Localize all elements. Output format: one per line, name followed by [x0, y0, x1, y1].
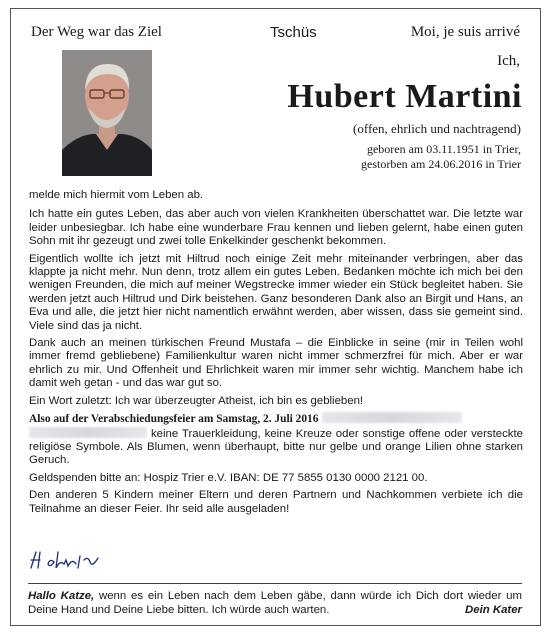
portrait-photo [62, 50, 152, 176]
intro-word: Ich, [497, 53, 520, 69]
paragraph-atheist: Ein Wort zuletzt: Ich war überzeugter Atheist, ich bin es geblieben! [29, 394, 364, 407]
life-dates [361, 142, 521, 171]
ceremony-details: keine Trauerkleidung, keine Kreuze oder sonstige offene oder versteckte religiöse Symbole. Als Blumen, wenn überhaupt, bitte nur gelbe und orange Lilien ohne starken Geruch. [29, 427, 523, 467]
paragraph-life: Ich hatte ein gutes Leben, das aber auch von vielen Krankheiten überschattet war. Die letzte war leider unbesiegbar. Ich habe eine wunderbare Frau kennen und lieben gelernt, habe einen guten Sohn mit ihr gezeugt und zwei tolle Enkelkinder geschenkt bekommen. [29, 208, 523, 248]
redacted-text [29, 427, 147, 438]
header-right: Moi, je suis arrivé [410, 24, 520, 40]
handwritten-signature [28, 548, 104, 572]
paragraph-ceremony [29, 412, 523, 468]
closing-text: wenn es ein Leben nach dem Leben gäbe, dann würde ich Dich dort wieder um Deine Hand und Deine Liebe bitten. Ich würde auch warten. [28, 590, 523, 616]
paragraph-mustafa: Dank auch an meinen türkischen Freund Mustafa – die Einblicke in seine (mir in Teilen wohl immer fremd gebliebene) Familienkultur waren nicht immer schmerzfrei für mich. Aber er war ehrlich zu mir. Und Offenheit und Ehrlichkeit waren mir immer sehr wichtig. Manchem habe ich damit weh getan - und das war gut so. [29, 337, 523, 390]
redacted-text [322, 412, 462, 423]
header-center: Tschüs [270, 24, 317, 41]
death-date: gestorben am 24.06.2016 in Trier [361, 156, 521, 171]
closing-salutation: Hallo Katze, [28, 590, 95, 602]
ceremony-heading: Also auf der Verabschiedungsfeier am Samstag, 2. Juli 2016 [29, 413, 319, 426]
closing-note [28, 590, 522, 617]
paragraph-exclusion: Den anderen 5 Kindern meiner Eltern und deren Partnern und Nachkommen verbiete ich die Teilnahme an dieser Feier. Ihr seid alle ausgeladen! [29, 489, 523, 515]
birth-date: geboren am 03.11.1951 in Trier, [366, 142, 521, 156]
header-left: Der Weg war das Ziel [31, 24, 162, 40]
closing-divider [28, 583, 522, 584]
paragraph-opening: melde mich hiermit vom Leben ab. [29, 189, 204, 201]
obituary-body [29, 189, 523, 520]
closing-sign: Dein Kater [465, 603, 522, 616]
paragraph-thanks: Eigentlich wollte ich jetzt mit Hiltrud noch einige Zeit mehr miteinander verbringen, aber das klappte ja nicht mehr. Nun denn, trotz allem ein gutes Leben. Bedanken möchte ich mich bei den wenigen Freunden, die mich auf meiner Wegstrecke immer wieder ein Stück begleitet haben. Sie werden jetzt auch Hiltrud und Dirk beistehen. Ganz besonderen Dank also an Birgit und Hans, an Eva und alle, die jetzt hier nicht namentlich erwähnt werden, aber wissen, dass sie gemeint sind. Viele sind das ja nicht. [29, 252, 523, 332]
paragraph-donations: Geldspenden bitte an: Hospiz Trier e.V. IBAN: DE 77 5855 0130 0000 2121 00. [29, 471, 428, 484]
epithet: (offen, ehrlich und nachtragend) [353, 121, 521, 136]
deceased-name: Hubert Martini [287, 78, 522, 115]
